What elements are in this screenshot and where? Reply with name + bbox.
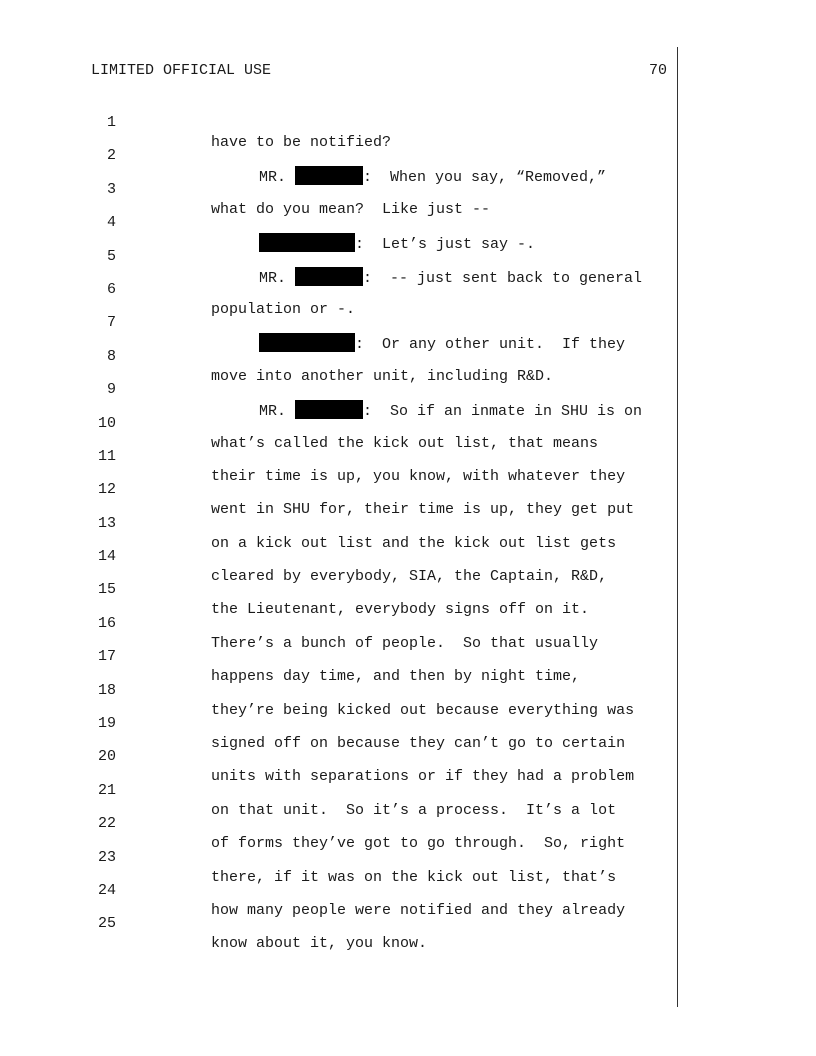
speaker-text: : -- just sent back to general bbox=[363, 269, 643, 287]
classification-marking: LIMITED OFFICIAL USE bbox=[91, 62, 272, 79]
transcript-line bbox=[0, 494, 816, 552]
line-number: 10 bbox=[97, 414, 116, 432]
transcript-body bbox=[0, 93, 816, 953]
line-number: 13 bbox=[97, 514, 116, 532]
transcript-line bbox=[0, 727, 816, 786]
line-text: the Lieutenant, everybody signs off on it. bbox=[211, 601, 590, 619]
page-number: 70 bbox=[648, 62, 667, 79]
line-number: 16 bbox=[97, 614, 116, 632]
transcript-line bbox=[0, 160, 816, 218]
speaker-text: : Let’s just say -. bbox=[355, 236, 536, 254]
line-number: 2 bbox=[106, 147, 116, 165]
line-number: 18 bbox=[97, 681, 116, 699]
speaker-text: : So if an inmate in SHU is on bbox=[363, 403, 643, 421]
line-text: there, if it was on the kick out list, that’s bbox=[211, 868, 617, 886]
speaker-prefix: MR. bbox=[259, 269, 296, 287]
line-text: cleared by everybody, SIA, the Captain, R&D, bbox=[211, 568, 608, 586]
transcript-line bbox=[0, 327, 816, 385]
line-number: 19 bbox=[97, 715, 116, 733]
transcript-line bbox=[0, 828, 816, 886]
line-number: 22 bbox=[97, 815, 116, 833]
line-number: 3 bbox=[106, 180, 116, 198]
line-text: population or -. bbox=[211, 300, 356, 318]
line-number: 11 bbox=[97, 447, 116, 465]
line-number: 15 bbox=[97, 581, 116, 599]
transcript-line bbox=[0, 260, 816, 318]
transcript-line bbox=[0, 560, 816, 619]
line-text: what do you mean? Like just -- bbox=[211, 200, 491, 218]
line-number: 24 bbox=[97, 881, 116, 899]
line-number: 20 bbox=[97, 748, 116, 766]
line-text: of forms they’ve got to go through. So, right bbox=[211, 835, 626, 853]
line-number: 5 bbox=[106, 247, 116, 265]
line-number: 25 bbox=[97, 915, 116, 933]
transcript-line bbox=[0, 360, 816, 421]
transcript-line bbox=[0, 527, 816, 586]
transcript-line bbox=[0, 794, 816, 853]
line-number: 17 bbox=[97, 648, 116, 666]
transcript-line bbox=[0, 861, 816, 919]
line-text: units with separations or if they had a problem bbox=[211, 768, 635, 786]
line-text: how many people were notified and they already bbox=[211, 901, 626, 919]
transcript-line bbox=[0, 694, 816, 753]
transcript-line bbox=[0, 126, 816, 187]
line-text: what’s called the kick out list, that means bbox=[211, 434, 599, 452]
transcript-line bbox=[0, 627, 816, 686]
line-number: 1 bbox=[106, 114, 116, 131]
line-text: on that unit. So it’s a process. It’s a lot bbox=[211, 801, 617, 819]
speaker-text: : When you say, “Removed,” bbox=[363, 169, 607, 187]
speaker-prefix: MR. bbox=[259, 403, 296, 421]
transcript-line bbox=[0, 460, 816, 519]
line-text: they’re being kicked out because everything was bbox=[211, 701, 635, 719]
line-text: happens day time, and then by night time, bbox=[211, 668, 581, 686]
line-number: 8 bbox=[106, 347, 116, 365]
transcript-line bbox=[0, 894, 816, 953]
line-text: on a kick out list and the kick out list gets bbox=[211, 534, 617, 552]
transcript-line bbox=[0, 661, 816, 719]
line-number: 14 bbox=[97, 548, 116, 566]
line-number: 21 bbox=[97, 781, 116, 799]
transcript-line bbox=[0, 193, 816, 254]
line-number: 4 bbox=[106, 214, 116, 232]
transcript-line bbox=[0, 293, 816, 354]
transcript-line bbox=[0, 93, 816, 151]
line-text: their time is up, you know, with whatever they bbox=[211, 467, 626, 485]
transcript-line bbox=[0, 594, 816, 652]
speaker-text: : Or any other unit. If they bbox=[355, 336, 626, 354]
line-number: 6 bbox=[106, 280, 116, 298]
transcript-line bbox=[0, 227, 816, 287]
transcript-line bbox=[0, 427, 816, 485]
transcript-line bbox=[0, 394, 816, 452]
line-number: 23 bbox=[97, 848, 116, 866]
line-number: 12 bbox=[97, 481, 116, 499]
line-text: went in SHU for, their time is up, they get put bbox=[211, 501, 635, 519]
line-text: have to be notified? bbox=[211, 134, 392, 151]
line-number: 9 bbox=[106, 381, 116, 399]
line-number: 7 bbox=[106, 314, 116, 332]
line-text: move into another unit, including R&D. bbox=[211, 367, 554, 385]
line-text: know about it, you know. bbox=[211, 935, 428, 953]
line-text: signed off on because they can’t go to certain bbox=[211, 735, 626, 753]
transcript-line bbox=[0, 761, 816, 819]
speaker-prefix: MR. bbox=[259, 169, 296, 187]
line-text: There’s a bunch of people. So that usually bbox=[211, 634, 599, 652]
page-header bbox=[91, 61, 667, 81]
